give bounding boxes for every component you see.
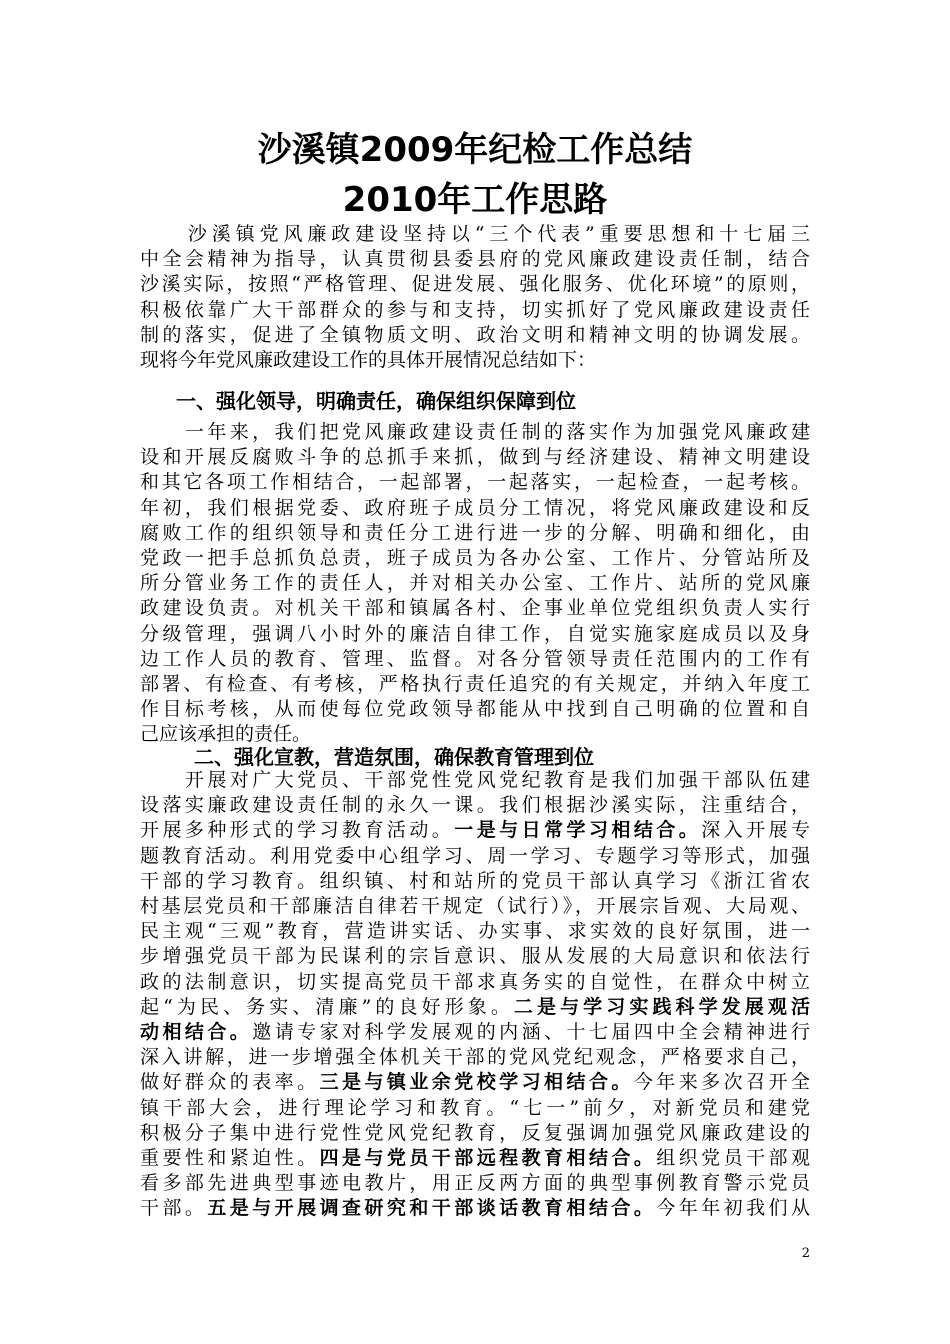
text-line: 政建设负责。对机关干部和镇属各村、企事业单位党组织负责人实行 [140, 597, 810, 620]
section2-paragraph [140, 768, 810, 1222]
bold-run: 动相结合。 [140, 1021, 253, 1044]
text-line: 现将今年党风廉政建设工作的具体开展情况总结如下： [140, 349, 597, 372]
text-line: 步增强党员干部为民谋利的宗旨意识、服从发展的大局意识和依法行 [140, 945, 810, 968]
text-line: 题教育活动。利用党委中心组学习、周一学习、专题学习等形式，加强 [140, 844, 810, 867]
text-run: 邀请专家对科学发展观的内涵、十七届四中全会精神进行 [252, 1021, 810, 1044]
text-line: 己应该承担的责任。 [140, 723, 312, 746]
text-run: 做好群众的表率。 [140, 1071, 320, 1094]
text-line: 部署、有检查、有考核，严格执行责任追究的有关规定，并纳入年度工 [140, 673, 810, 696]
text-line: 边工作人员的教育、管理、监督。对各分管领导责任范围内的工作有 [140, 647, 810, 670]
text-run: 干部。 [140, 1197, 208, 1220]
section1-paragraph [140, 420, 810, 748]
text-line: 民主观“三观”教育，营造讲实话、办实事、求实效的良好氛围，进一 [140, 920, 810, 943]
bold-run: 三是与镇业余党校学习相结合。 [319, 1071, 634, 1094]
text-line: 设落实廉政建设责任制的永久一课。我们根据沙溪实际，注重结合， [140, 794, 810, 817]
text-line: 制的落实，促进了全镇物质文明、政治文明和精神文明的协调发展。 [140, 323, 810, 346]
bold-run: 二是与学习实践科学发展观活 [513, 995, 810, 1018]
text-line [140, 1020, 810, 1045]
text-run: 今年来多次召开全 [633, 1071, 810, 1094]
text-run: 今年年初我们从 [656, 1197, 810, 1220]
text-line: 设和开展反腐败斗争的总抓手来抓，做到与经济建设、精神文明建设 [140, 446, 810, 469]
intro-paragraph [140, 222, 810, 373]
text-line: 所分管业务工作的责任人，并对相关办公室、工作片、站所的党风廉 [140, 572, 810, 595]
document-subtitle: 2010年工作思路 [342, 180, 608, 220]
text-line: 积极分子集中进行党性党风党纪教育，反复强调加强党风廉政建设的 [140, 1121, 810, 1144]
text-line: 分级管理，强调八小时外的廉洁自律工作，自觉实施家庭成员以及身 [140, 622, 810, 645]
text-line: 和其它各项工作相结合，一起部署，一起落实，一起检查，一起考核。 [140, 471, 810, 494]
text-line: 镇干部大会，进行理论学习和教育。“七一”前夕，对新党员和建党 [140, 1096, 810, 1119]
text-line [140, 1070, 810, 1095]
text-line: 政的法制意识，切实提高党员干部求真务实的自觉性，在群众中树立 [140, 970, 810, 993]
text-run: 重要性和紧迫性。 [140, 1147, 320, 1170]
text-line: 沙溪镇党风廉政建设坚持以“三个代表”重要思想和十七届三 [140, 223, 810, 245]
text-line: 村基层党员和干部廉洁自律若干规定（试行）》，开展宗旨观、大局观、 [140, 895, 810, 918]
text-line: 一年来，我们把党风廉政建设责任制的落实作为加强党风廉政建 [140, 421, 810, 443]
text-line: 看多部先进典型事迹电教片，用正反两方面的典型事例教育警示党员 [140, 1172, 810, 1195]
text-run: 深入开展专 [701, 819, 810, 842]
document-title: 沙溪镇2009年纪检工作总结 [257, 130, 693, 170]
page-number: 2 [801, 1246, 810, 1261]
text-line: 积极依靠广大干部群众的参与和支持，切实抓好了党风廉政建设责任 [140, 298, 810, 321]
text-run: 起“为民、务实、清廉”的良好形象。 [140, 995, 514, 1018]
text-line: 腐败工作的组织领导和责任分工进行进一步的分解、明确和细化，由 [140, 521, 810, 544]
text-line: 年初，我们根据党委、政府班子成员分工情况，将党风廉政建设和反 [140, 496, 810, 519]
text-line [140, 995, 810, 1020]
bold-run: 一是与日常学习相结合。 [454, 819, 702, 842]
text-line: 中全会精神为指导，认真贯彻县委县府的党风廉政建设责任制，结合 [140, 248, 810, 271]
section1-heading: 一、强化领导，明确责任，确保组织保障到位 [176, 389, 576, 413]
text-run: 组织党员干部观 [656, 1147, 810, 1170]
section2-heading: 二、强化宣教，营造氛围，确保教育管理到位 [194, 745, 594, 769]
text-line [140, 1196, 810, 1221]
text-line: 深入讲解，进一步增强全体机关干部的党风党纪观念，严格要求自己， [140, 1046, 810, 1069]
bold-run: 四是与党员干部远程教育相结合。 [319, 1147, 657, 1170]
text-line [140, 818, 810, 843]
text-line: 作目标考核，从而使每位党政领导都能从中找到自己明确的位置和自 [140, 698, 810, 721]
text-line: 干部的学习教育。组织镇、村和站所的党员干部认真学习《浙江省农 [140, 869, 810, 892]
text-line: 党政一把手总抓负总责，班子成员为各办公室、工作片、分管站所及 [140, 547, 810, 570]
text-line [140, 1146, 810, 1171]
text-run: 开展多种形式的学习教育活动。 [140, 819, 455, 842]
text-line: 开展对广大党员、干部党性党风党纪教育是我们加强干部队伍建 [140, 769, 810, 791]
bold-run: 五是与开展调查研究和干部谈话教育相结合。 [207, 1197, 657, 1220]
text-line: 沙溪实际，按照“严格管理、促进发展、强化服务、优化环境”的原则， [140, 273, 810, 296]
